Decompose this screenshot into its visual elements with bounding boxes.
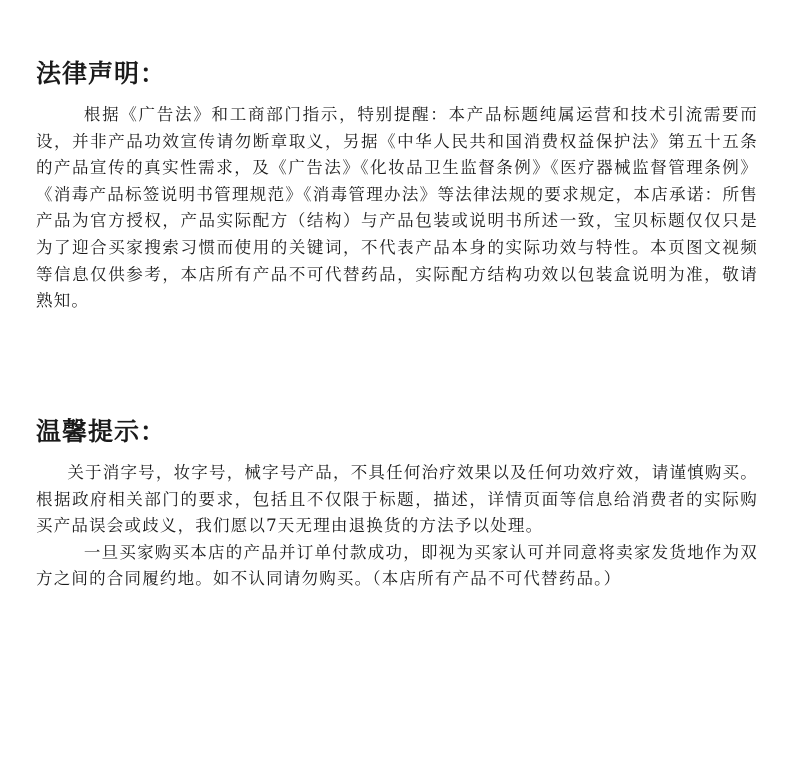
legal-statement-body: 根据《广告法》和工商部门指示，特别提醒：本产品标题纯属运营和技术引流需要而设，并非产品功效宣传请勿断章取义，另据《中华人民共和国消费权益保护法》第五十五条的产品宣传的真实性需求，及《广告法》《化妆品卫生监督条例》《医疗器械监督管理条例》《消毒产品标签说明书管理规范》《消毒管理办法》等法律法规的要求规定，本店承诺：所售产品为官方授权，产品实际配方（结构）与产品包装或说明书所述一致，宝贝标题仅仅只是为了迎合买家搜索习惯而使用的关键词，不代表产品本身的实际功效与特性。本页图文视频等信息仅供参考，本店所有产品不可代替药品，实际配方结构功效以包装盒说明为准，敬请熟知。 <box>36 105 758 311</box>
legal-statement-section <box>36 58 758 315</box>
warm-tips-section <box>36 416 758 593</box>
warm-tips-title: 温馨提示： <box>36 417 167 446</box>
legal-statement-title: 法律声明： <box>36 59 167 88</box>
warm-tips-paragraph-1: 关于消字号，妆字号，械字号产品，不具任何治疗效果以及任何功效疗效，请谨慎购买。根据政府相关部门的要求，包括且不仅限于标题，描述，详情页面等信息给消费者的实际购买产品误会或歧义，我们愿以7天无理由退换货的方法予以处理。 <box>36 463 758 536</box>
warm-tips-paragraph-2: 一旦买家购买本店的产品并订单付款成功，即视为买家认可并同意将卖家发货地作为双方之间的合同履约地。如不认同请勿购买。（本店所有产品不可代替药品。） <box>36 542 758 589</box>
